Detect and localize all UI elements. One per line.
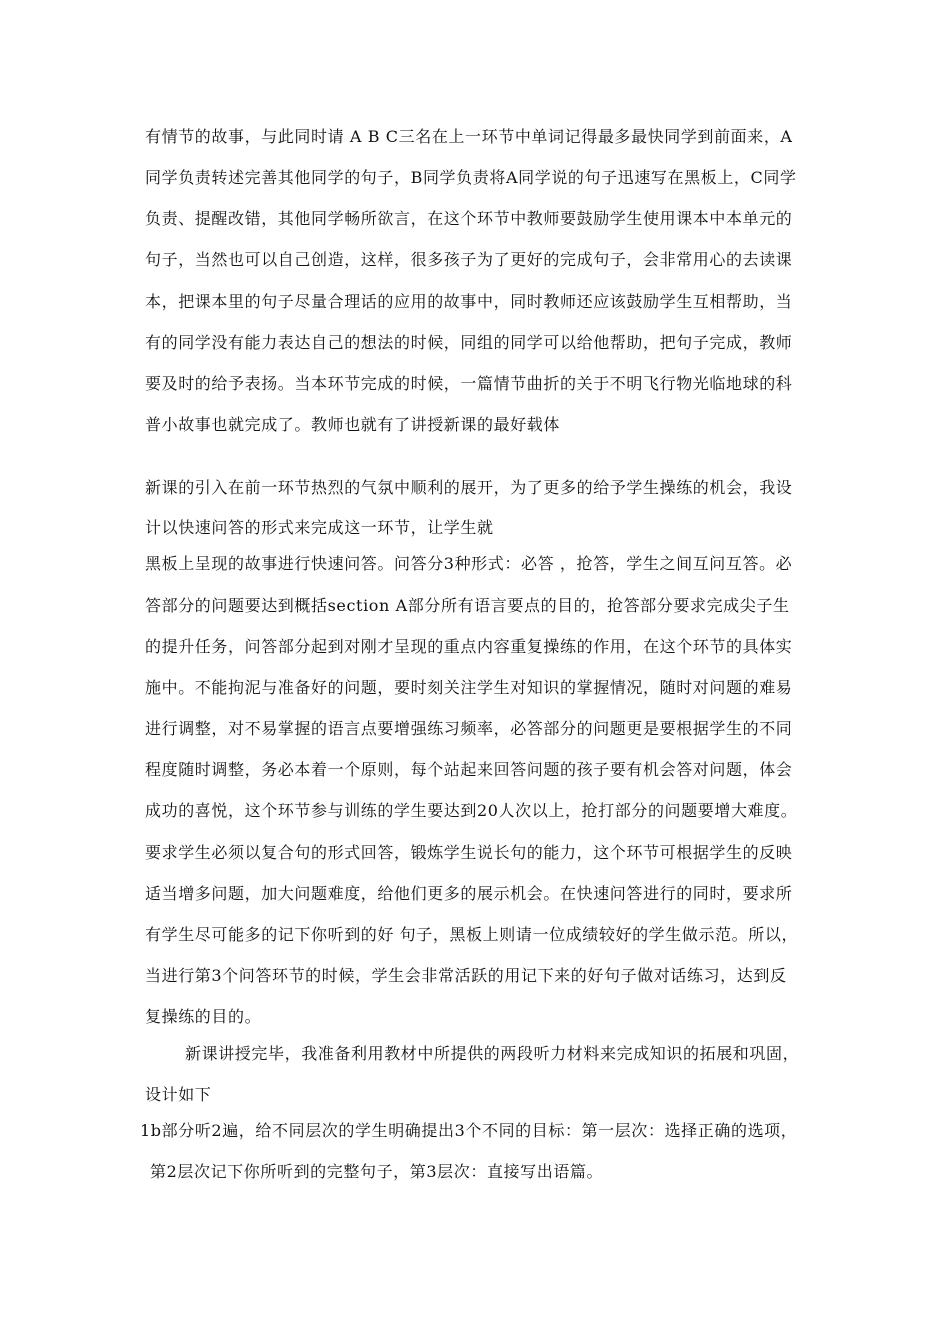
- text-line: 有情节的故事，与此同时请 A B C三名在上一环节中单词记得最多最快同学到前面来，A: [145, 127, 793, 146]
- text-line: 复操练的目的。: [145, 1007, 262, 1026]
- text-line: 当进行第3个问答环节的时候，学生会非常活跃的用记下来的好句子做对话练习，达到反: [145, 966, 787, 985]
- text-line: 黑板上呈现的故事进行快速问答。问答分3种形式：必答 ，抢答，学生之间互问互答。必: [145, 554, 793, 573]
- text-line: 设计如下: [145, 1085, 212, 1104]
- text-line: 有的同学没有能力表达自己的想法的时候，同组的同学可以给他帮助，把句子完成，教师: [145, 333, 793, 352]
- text-line: 本，把课本里的句子尽量合理话的应用的故事中，同时教师还应该鼓励学生互相帮助，当: [145, 292, 793, 311]
- text-line: 计以快速问答的形式来完成这一环节，让学生就: [145, 518, 494, 537]
- text-line: 适当增多问题，加大问题难度，给他们更多的展示机会。在快速问答进行的同时，要求所: [145, 884, 793, 903]
- text-line: 答部分的问题要达到概括section A部分所有语言要点的目的，抢答部分要求完成尖子生: [145, 596, 790, 615]
- text-line: 的提升任务，问答部分起到对刚才呈现的重点内容重复操练的作用，在这个环节的具体实: [145, 637, 793, 656]
- text-line: 新课讲授完毕，我准备利用教材中所提供的两段听力材料来完成知识的拓展和巩固，: [185, 1044, 800, 1063]
- text-line: 句子，当然也可以自己创造，这样，很多孩子为了更好的完成句子，会非常用心的去读课: [145, 250, 793, 269]
- text-line: 进行调整，对不易掌握的语言点要增强练习频率，必答部分的问题更是要根据学生的不同: [145, 719, 793, 738]
- text-line: 要求学生必须以复合句的形式回答，锻炼学生说长句的能力，这个环节可根据学生的反映: [145, 843, 793, 862]
- text-line: 要及时的给予表扬。当本环节完成的时候，一篇情节曲折的关于不明飞行物光临地球的科: [145, 374, 793, 393]
- text-line: 新课的引入在前一环节热烈的气氛中顺利的展开，为了更多的给予学生操练的机会，我设: [145, 478, 793, 497]
- text-line: 成功的喜悦，这个环节参与训练的学生要达到20人次以上，抢打部分的问题要增大难度。: [145, 801, 798, 820]
- text-line: 负责、提醒改错，其他同学畅所欲言，在这个环节中教师要鼓励学生使用课本中本单元的: [145, 209, 793, 228]
- text-line: 普小故事也就完成了。教师也就有了讲授新课的最好载体: [145, 415, 561, 434]
- text-line: 同学负责转述完善其他同学的句子，B同学负责将A同学说的句子迅速写在黑板上，C同学: [145, 168, 797, 187]
- text-line: 程度随时调整，务必本着一个原则，每个站起来回答问题的孩子要有机会答对问题，体会: [145, 760, 793, 779]
- text-line: 施中。不能拘泥与准备好的问题，要时刻关注学生对知识的掌握情况，随时对问题的难易: [145, 678, 793, 697]
- text-line: 第2层次记下你所听到的完整句子，第3层次：直接写出语篇。: [150, 1162, 604, 1181]
- text-line: 1b部分听2遍，给不同层次的学生明确提出3个不同的目标：第一层次：选择正确的选项，: [140, 1121, 798, 1140]
- text-line: 有学生尽可能多的记下你听到的好 句子，黑板上则请一位成绩较好的学生做示范。所以，: [145, 925, 799, 944]
